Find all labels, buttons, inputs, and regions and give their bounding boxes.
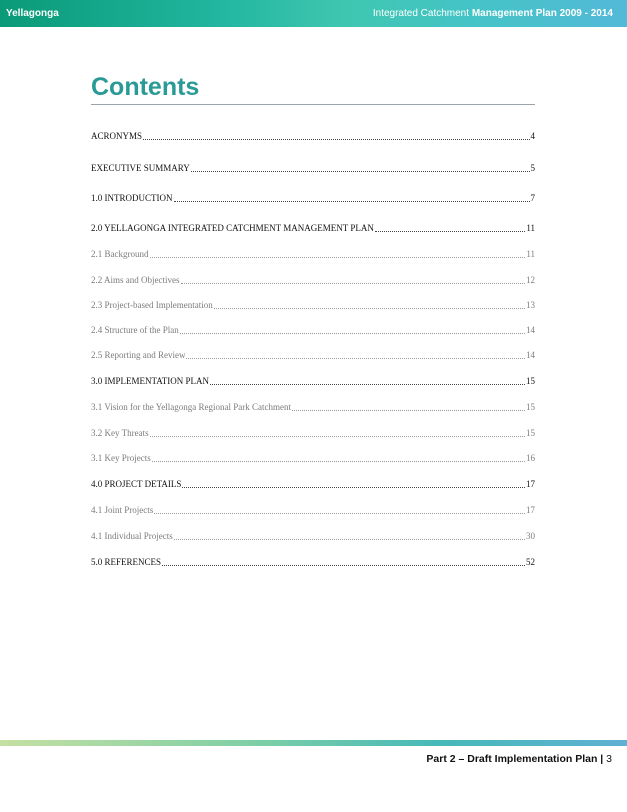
toc-entry-label: 1.0 INTRODUCTION <box>91 193 173 203</box>
header-plan-title <box>373 8 613 19</box>
toc-page-number: 17 <box>526 479 535 489</box>
toc-entry[interactable] <box>91 502 535 516</box>
toc-page-number: 7 <box>530 193 535 203</box>
toc-leader-dots <box>210 384 525 385</box>
toc-page-number: 15 <box>526 428 535 438</box>
toc-entry[interactable] <box>91 425 535 439</box>
toc-entry-label: 4.1 Joint Projects <box>91 505 154 515</box>
toc-page-number: 52 <box>526 557 535 567</box>
toc-entry[interactable] <box>91 220 535 234</box>
toc-entry[interactable] <box>91 450 535 464</box>
toc-entry-label: 3.2 Key Threats <box>91 428 149 438</box>
toc-entry[interactable] <box>91 160 535 174</box>
toc-entry[interactable] <box>91 347 535 361</box>
toc-leader-dots <box>191 171 530 172</box>
title-divider <box>91 104 535 105</box>
header-plan-prefix: Integrated Catchment <box>372 8 470 19</box>
toc-leader-dots <box>152 461 525 462</box>
footer-page-number: 3 <box>606 753 612 765</box>
header-plan-bold: Management Plan 2009 - 2014 <box>471 8 613 19</box>
toc-leader-dots <box>180 333 525 334</box>
toc-entry[interactable] <box>91 128 535 142</box>
toc-entry[interactable] <box>91 373 535 387</box>
page-header-band <box>0 0 627 27</box>
toc-leader-dots <box>174 539 525 540</box>
toc-entry[interactable] <box>91 322 535 336</box>
toc-entry-label: 5.0 REFERENCES <box>91 557 162 567</box>
toc-leader-dots <box>162 565 525 566</box>
toc-entry-label: 4.0 PROJECT DETAILS <box>91 479 182 489</box>
footer-band <box>0 740 627 746</box>
toc-entry-label: ACRONYMS <box>91 131 143 141</box>
toc-leader-dots <box>154 513 525 514</box>
page-footer <box>426 753 612 765</box>
footer-part-label: Part 2 – Draft Implementation Plan | <box>426 753 604 765</box>
toc-page-number: 11 <box>526 249 535 259</box>
toc-entry-label: 2.3 Project-based Implementation <box>91 300 213 310</box>
toc-leader-dots <box>181 283 526 284</box>
toc-entry-label: 2.0 YELLAGONGA INTEGRATED CATCHMENT MANAGEMENT PLAN <box>91 223 374 233</box>
toc-entry[interactable] <box>91 554 535 568</box>
toc-entry-label: 3.1 Key Projects <box>91 453 151 463</box>
toc-page-number: 14 <box>526 325 535 335</box>
toc-leader-dots <box>186 358 525 359</box>
toc-page-number: 4 <box>530 131 535 141</box>
toc-entry-label: 2.5 Reporting and Review <box>91 350 186 360</box>
toc-leader-dots <box>182 487 525 488</box>
toc-leader-dots <box>143 139 529 140</box>
toc-entry[interactable] <box>91 297 535 311</box>
toc-entry[interactable] <box>91 528 535 542</box>
toc-leader-dots <box>150 257 526 258</box>
toc-page-number: 30 <box>526 531 535 541</box>
toc-leader-dots <box>214 308 525 309</box>
toc-leader-dots <box>174 201 530 202</box>
header-brand: Yellagonga <box>6 8 59 19</box>
toc-entry-label: EXECUTIVE SUMMARY <box>91 163 190 173</box>
toc-page-number: 11 <box>526 223 535 233</box>
toc-entry-label: 2.2 Aims and Objectives <box>91 275 180 285</box>
toc-entry-label: 3.1 Vision for the Yellagonga Regional Park Catchment <box>91 402 292 412</box>
toc-entry-label: 3.0 IMPLEMENTATION PLAN <box>91 376 210 386</box>
toc-entry-label: 4.1 Individual Projects <box>91 531 173 541</box>
toc-page-number: 12 <box>526 275 535 285</box>
toc-page-number: 5 <box>530 163 535 173</box>
toc-entry[interactable] <box>91 190 535 204</box>
toc-page-number: 14 <box>526 350 535 360</box>
toc-leader-dots <box>375 231 526 232</box>
toc-leader-dots <box>150 436 525 437</box>
toc-entry-label: 2.4 Structure of the Plan <box>91 325 179 335</box>
toc-entry[interactable] <box>91 399 535 413</box>
toc-page-number: 13 <box>526 300 535 310</box>
toc-page-number: 16 <box>526 453 535 463</box>
toc-entry[interactable] <box>91 246 535 260</box>
page-title: Contents <box>91 73 200 101</box>
toc-page-number: 15 <box>526 402 535 412</box>
toc-entry-label: 2.1 Background <box>91 249 149 259</box>
toc-leader-dots <box>292 410 525 411</box>
toc-entry[interactable] <box>91 476 535 490</box>
toc-entry[interactable] <box>91 272 535 286</box>
toc-page-number: 15 <box>526 376 535 386</box>
toc-page-number: 17 <box>526 505 535 515</box>
